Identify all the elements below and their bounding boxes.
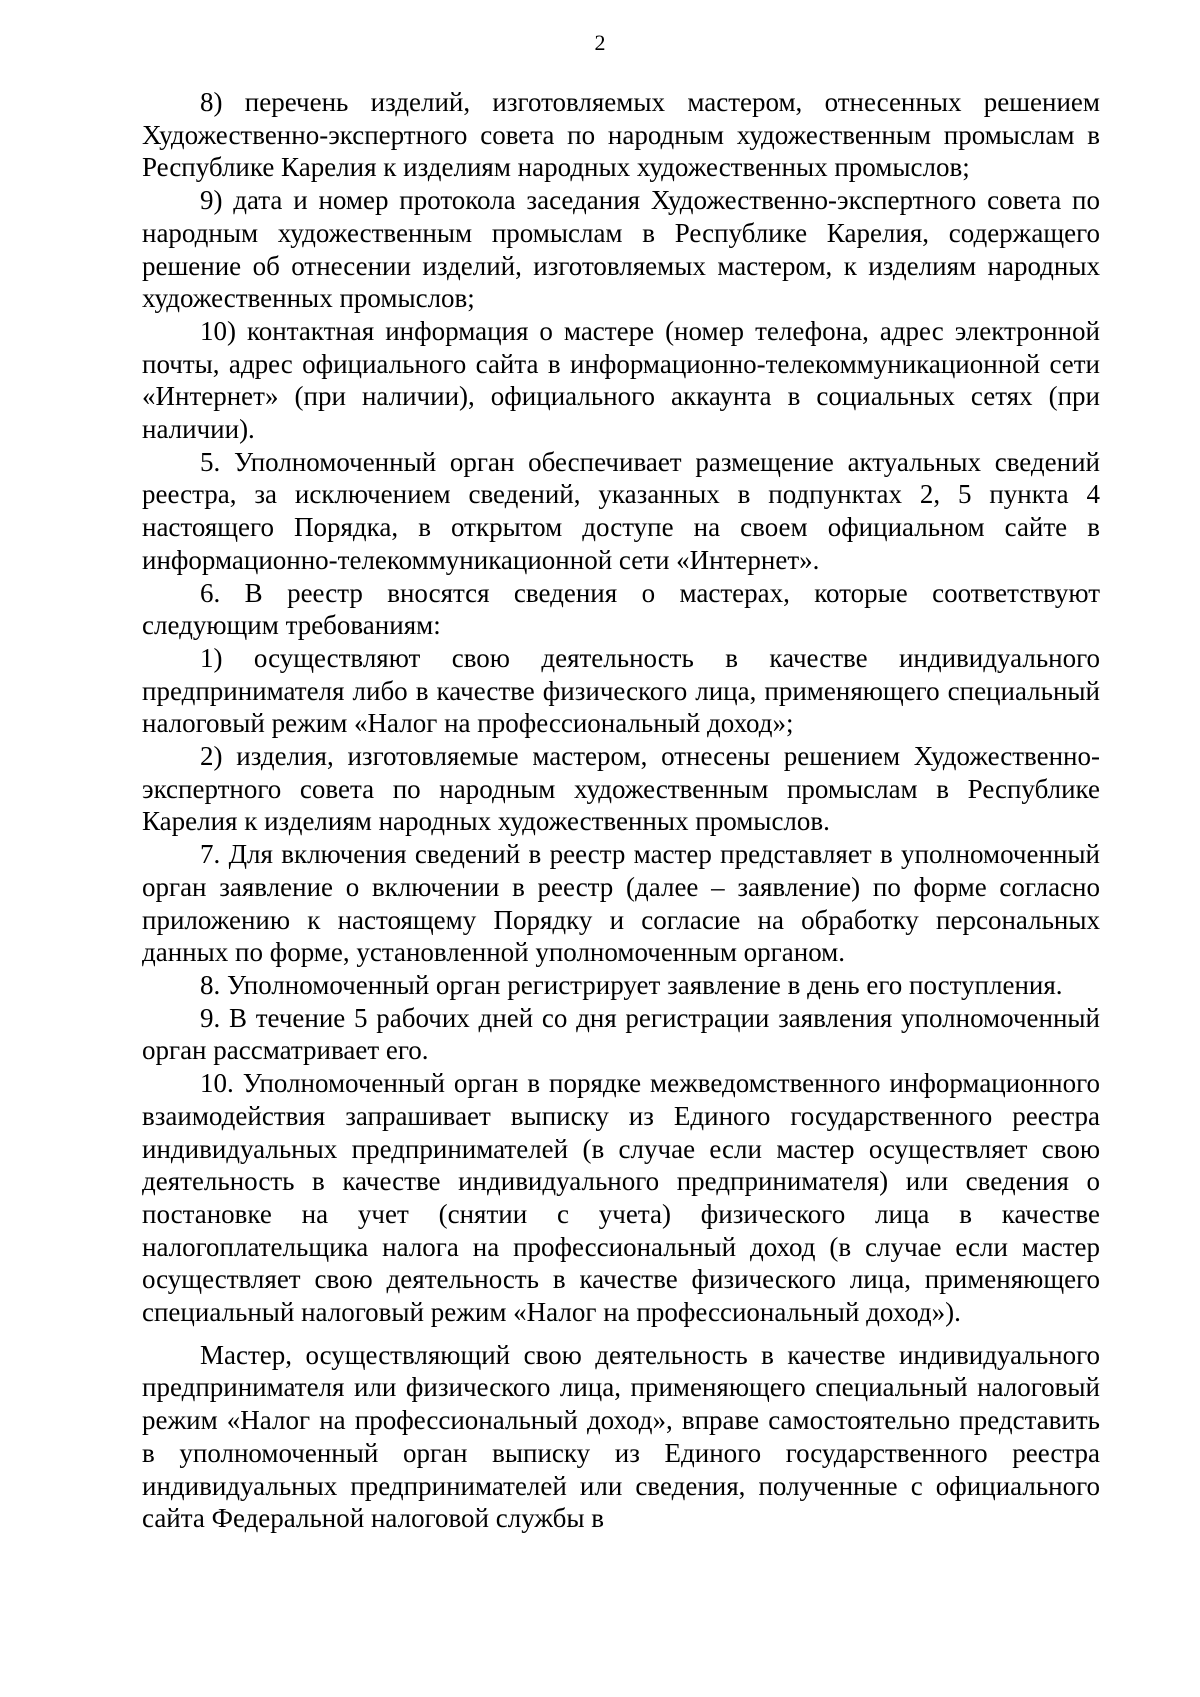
document-body xyxy=(142,86,1100,1535)
paragraph-requirement-1: 1) осуществляют свою деятельность в качестве индивидуального предпринимателя либо в качестве физического лица, применяющего специальный налоговый режим «Налог на профессиональный доход»; xyxy=(142,642,1100,739)
paragraph-point-5: 5. Уполномоченный орган обеспечивает размещение актуальных сведений реестра, за исключением сведений, указанных в подпунктах 2, 5 пункта 4 настоящего Порядка, в открытом доступе на своем официальном сайте в информационно-телекоммуникационной сети «Интернет». xyxy=(142,446,1100,575)
paragraph-item-8: 8) перечень изделий, изготовляемых мастером, отнесенных решением Художественно-экспертного совета по народным художественным промыслам в Республике Карелия к изделиям народных художественных промыслов; xyxy=(142,87,1100,183)
paragraph-item-9: 9) дата и номер протокола заседания Художественно-экспертного совета по народным художественным промыслам в Республике Карелия, содержащего решение об отнесении изделий, изготовляемых мастером, к изделиям народных художественных промыслов; xyxy=(142,185,1100,314)
paragraph-point-9: 9. В течение 5 рабочих дней со дня регистрации заявления уполномоченный орган рассматривает его. xyxy=(142,1002,1100,1066)
paragraph-point-10: 10. Уполномоченный орган в порядке межведомственного информационного взаимодействия запрашивает выписку из Единого государственного реестра индивидуальных предпринимателей (в случае если мастер осуществляет свою деятельность в качестве индивидуального предпринимателя) или сведения о постановке на учет (снятии с учета) физического лица в качестве налогоплательщика налога на профессиональный доход (в случае если мастер осуществляет свою деятельность в качестве физического лица, применяющего специальный налоговый режим «Налог на профессиональный доход»). xyxy=(142,1068,1100,1328)
page-number: 2 xyxy=(594,30,606,55)
paragraph-point-6: 6. В реестр вносятся сведения о мастерах, которые соответствуют следующим требованиям: xyxy=(142,577,1100,641)
paragraph-requirement-2: 2) изделия, изготовляемые мастером, отнесены решением Художественно-экспертного совета по народным художественным промыслам в Республике Карелия к изделиям народных художественных промыслов. xyxy=(142,741,1100,837)
paragraph-point-8: 8. Уполномоченный орган регистрирует заявление в день его поступления. xyxy=(200,969,1063,1000)
paragraph-master-note: Мастер, осуществляющий свою деятельность в качестве индивидуального предпринимателя или физического лица, применяющего специальный налоговый режим «Налог на профессиональный доход», вправе самостоятельно представить в уполномоченный орган выписку из Единого государственного реестра индивидуальных предпринимателей или сведения, полученные с официального сайта Федеральной налоговой службы в xyxy=(142,1339,1100,1534)
paragraph-item-10: 10) контактная информация о мастере (номер телефона, адрес электронной почты, адрес официального сайта в информационно-телекоммуникационной сети «Интернет» (при наличии), официального аккаунта в социальных сетях (при наличии). xyxy=(142,315,1100,445)
paragraph-point-7: 7. Для включения сведений в реестр мастер представляет в уполномоченный орган заявление о включении в реестр (далее – заявление) по форме согласно приложению к настоящему Порядку и согласие на обработку персональных данных по форме, установленной уполномоченным органом. xyxy=(142,839,1100,968)
